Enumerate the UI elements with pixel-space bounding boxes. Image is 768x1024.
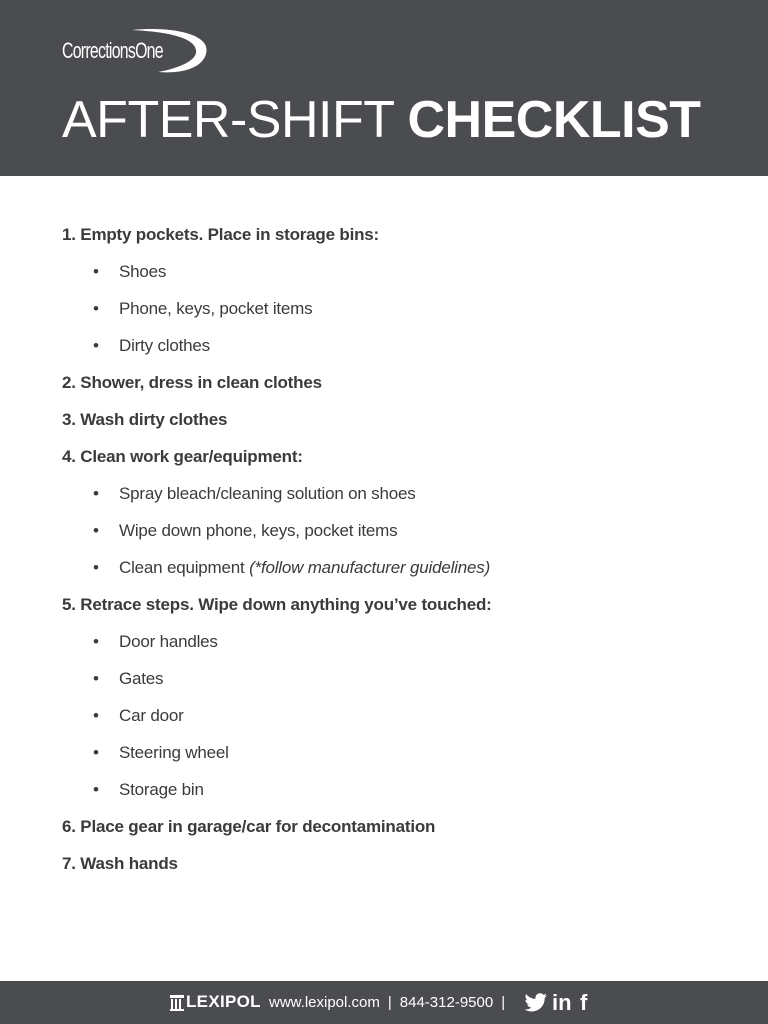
item-text: Gates bbox=[119, 669, 164, 688]
step-7: 7. Wash hands bbox=[62, 854, 178, 873]
step-6: 6. Place gear in garage/car for decontamination bbox=[62, 817, 436, 836]
bullet: • bbox=[93, 632, 99, 651]
brand-wordmark: CorrectionsOne bbox=[62, 38, 163, 63]
step-3: 3. Wash dirty clothes bbox=[62, 410, 228, 429]
bullet: • bbox=[93, 484, 99, 503]
step-1-item bbox=[62, 290, 702, 327]
title-light: AFTER-SHIFT bbox=[62, 91, 408, 149]
page-title bbox=[62, 88, 701, 152]
step-5: 5. Retrace steps. Wipe down anything you’ve touched: bbox=[62, 595, 492, 614]
footer-bar bbox=[0, 981, 768, 1024]
step-4: 4. Clean work gear/equipment: bbox=[62, 447, 303, 466]
step-1: 1. Empty pockets. Place in storage bins: bbox=[62, 225, 379, 244]
step-4-item bbox=[62, 549, 702, 586]
item-note: (*follow manufacturer guidelines) bbox=[249, 558, 491, 577]
step-5-item bbox=[62, 697, 702, 734]
lexipol-column-icon bbox=[170, 995, 184, 1011]
bullet: • bbox=[93, 521, 99, 540]
step-5-item bbox=[62, 660, 702, 697]
bullet: • bbox=[93, 780, 99, 799]
item-text: Phone, keys, pocket items bbox=[119, 299, 313, 318]
step-2: 2. Shower, dress in clean clothes bbox=[62, 373, 322, 392]
item-text: Door handles bbox=[119, 632, 218, 651]
item-text: Spray bleach/cleaning solution on shoes bbox=[119, 484, 416, 503]
step-1-item bbox=[62, 253, 702, 290]
bullet: • bbox=[93, 262, 99, 281]
step-5-item bbox=[62, 734, 702, 771]
step-1-item bbox=[62, 327, 702, 364]
separator: | bbox=[387, 994, 392, 1011]
linkedin-icon[interactable]: in bbox=[552, 990, 572, 1015]
step-4-item bbox=[62, 512, 702, 549]
item-text: Dirty clothes bbox=[119, 336, 210, 355]
footer-contact bbox=[269, 994, 513, 1012]
item-text: Steering wheel bbox=[119, 743, 229, 762]
facebook-icon[interactable]: f bbox=[580, 990, 588, 1015]
title-bold: CHECKLIST bbox=[407, 91, 701, 149]
phone-number[interactable]: 844-312-9500 bbox=[399, 994, 494, 1011]
step-5-item bbox=[62, 623, 702, 660]
lexipol-wordmark: LEXIPOL bbox=[186, 992, 261, 1011]
bullet: • bbox=[93, 299, 99, 318]
item-text: Wipe down phone, keys, pocket items bbox=[119, 521, 398, 540]
step-4-item bbox=[62, 475, 702, 512]
bullet: • bbox=[93, 669, 99, 688]
item-text: Storage bin bbox=[119, 780, 204, 799]
bullet: • bbox=[93, 743, 99, 762]
bullet: • bbox=[93, 558, 99, 577]
item-text: Car door bbox=[119, 706, 184, 725]
checklist bbox=[62, 216, 702, 882]
header-banner bbox=[0, 0, 768, 176]
step-5-item bbox=[62, 771, 702, 808]
correctionsone-logo[interactable] bbox=[62, 26, 212, 76]
separator: | bbox=[501, 994, 506, 1011]
bullet: • bbox=[93, 706, 99, 725]
bullet: • bbox=[93, 336, 99, 355]
website-link[interactable]: www.lexipol.com bbox=[269, 994, 380, 1011]
item-text: Clean equipment bbox=[119, 558, 250, 577]
item-text: Shoes bbox=[119, 262, 167, 281]
twitter-icon[interactable] bbox=[524, 991, 548, 1015]
